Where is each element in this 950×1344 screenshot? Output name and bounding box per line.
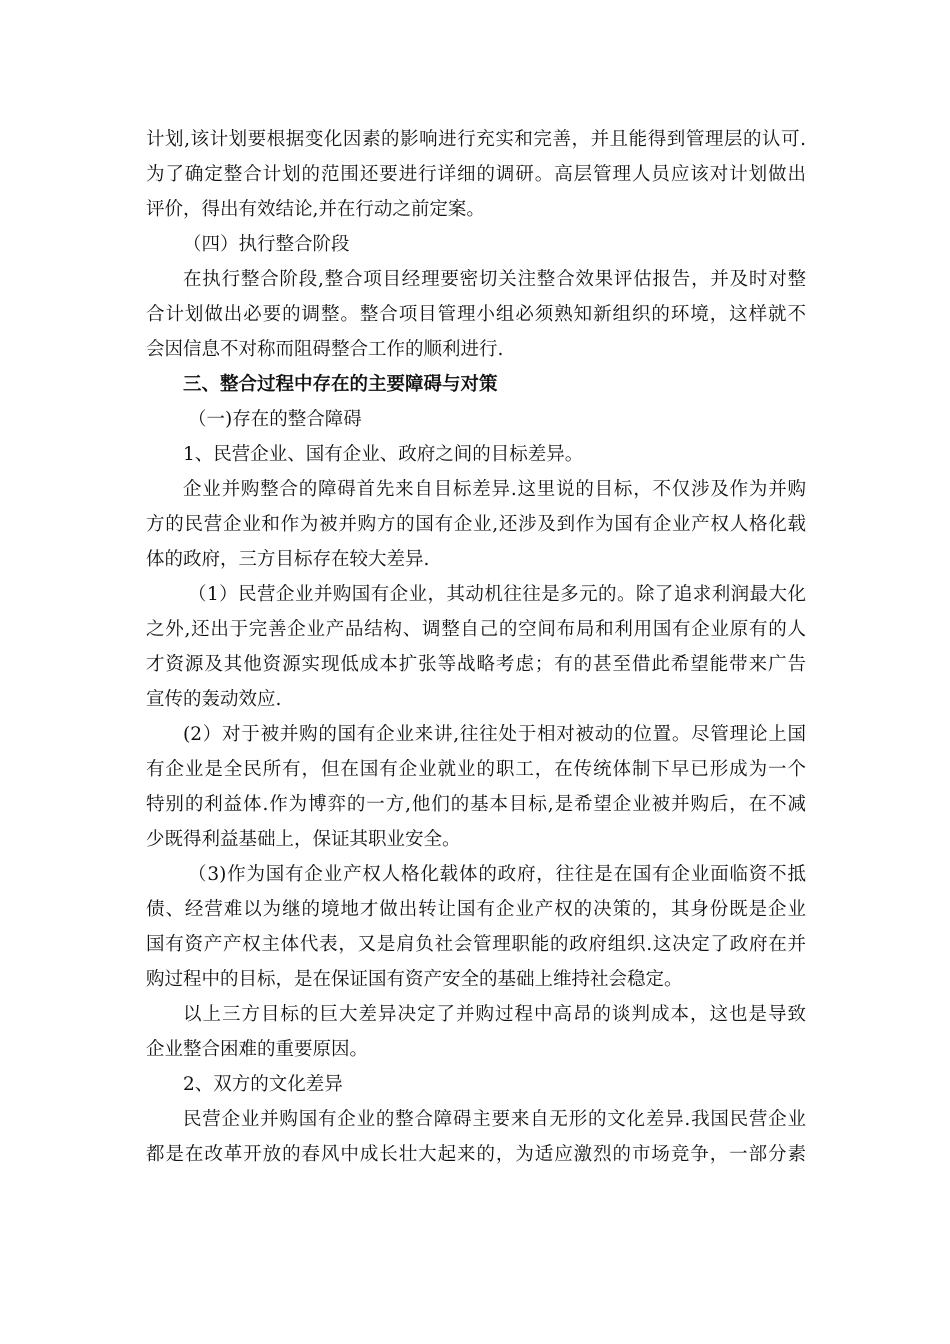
text-line: 有企业是全民所有，但在国有企业就业的职工，在传统体制下早已形成为一个 [146, 759, 806, 780]
text-line: 会因信息不对称而阻碍整合工作的顺利进行. [146, 339, 504, 360]
text-line: 特别的利益体.作为博弈的一方,他们的基本目标,是希望企业被并购后，在不减 [146, 794, 806, 815]
item-heading-2: 2、双方的文化差异 [183, 1074, 343, 1095]
item-heading-1: 1、民营企业、国有企业、政府之间的目标差异。 [183, 444, 584, 465]
text-line: 国有资产产权主体代表，又是肩负社会管理职能的政府组织.这决定了政府在并 [146, 934, 806, 955]
text-line: 企业整合困难的重要原因。 [146, 1039, 369, 1060]
text-line: 民营企业并购国有企业的整合障碍主要来自无形的文化差异.我国民营企业 [183, 1109, 806, 1130]
text-line: 体的政府，三方目标存在较大差异. [146, 549, 430, 570]
text-line: 方的民营企业和作为被并购方的国有企业,还涉及到作为国有企业产权人格化载 [146, 514, 806, 535]
text-line: 都是在改革开放的春风中成长壮大起来的，为适应激烈的市场竞争，一部分素 [146, 1144, 806, 1165]
text-line: 之外,还出于完善企业产品结构、调整自己的空间布局和利用国有企业原有的人 [146, 619, 806, 640]
text-line: 在执行整合阶段,整合项目经理要密切关注整合效果评估报告，并及时对整 [183, 269, 806, 290]
text-line: 评价，得出有效结论,并在行动之前定案。 [146, 199, 485, 220]
chapter-heading-3: 三、整合过程中存在的主要障碍与对策 [183, 374, 498, 395]
text-line: 宣传的轰动效应. [146, 689, 282, 710]
text-line: 少既得利益基础上，保证其职业安全。 [146, 829, 461, 850]
section-heading-4: （四）执行整合阶段 [183, 234, 350, 255]
text-line: 为了确定整合计划的范围还要进行详细的调研。高层管理人员应该对计划做出 [146, 164, 806, 185]
text-line: (2）对于被并购的国有企业来讲,往往处于相对被动的位置。尽管理论上国 [183, 724, 806, 745]
text-line: 计划,该计划要根据变化因素的影响进行充实和完善，并且能得到管理层的认可. [146, 129, 806, 150]
text-line: 债、经营难以为继的境地才做出转让国有企业产权的决策的，其身份既是企业 [146, 899, 806, 920]
text-line: 以上三方目标的巨大差异决定了并购过程中高昂的谈判成本，这也是导致 [183, 1004, 806, 1025]
text-line: （3)作为国有企业产权人格化载体的政府，往往是在国有企业面临资不抵 [188, 864, 806, 885]
subsection-heading-1: （一)存在的整合障碍 [188, 409, 362, 430]
text-line: 购过程中的目标，是在保证国有资产安全的基础上维持社会稳定。 [146, 969, 683, 990]
text-line: 才资源及其他资源实现低成本扩张等战略考虑；有的甚至借此希望能带来广告 [146, 654, 806, 675]
text-line: 企业并购整合的障碍首先来自目标差异.这里说的目标，不仅涉及作为并购 [183, 479, 806, 500]
text-line: （1）民营企业并购国有企业，其动机往往是多元的。除了追求利润最大化 [188, 584, 806, 605]
text-line: 合计划做出必要的调整。整合项目管理小组必须熟知新组织的环境，这样就不 [146, 304, 806, 325]
document-page [146, 122, 806, 1172]
